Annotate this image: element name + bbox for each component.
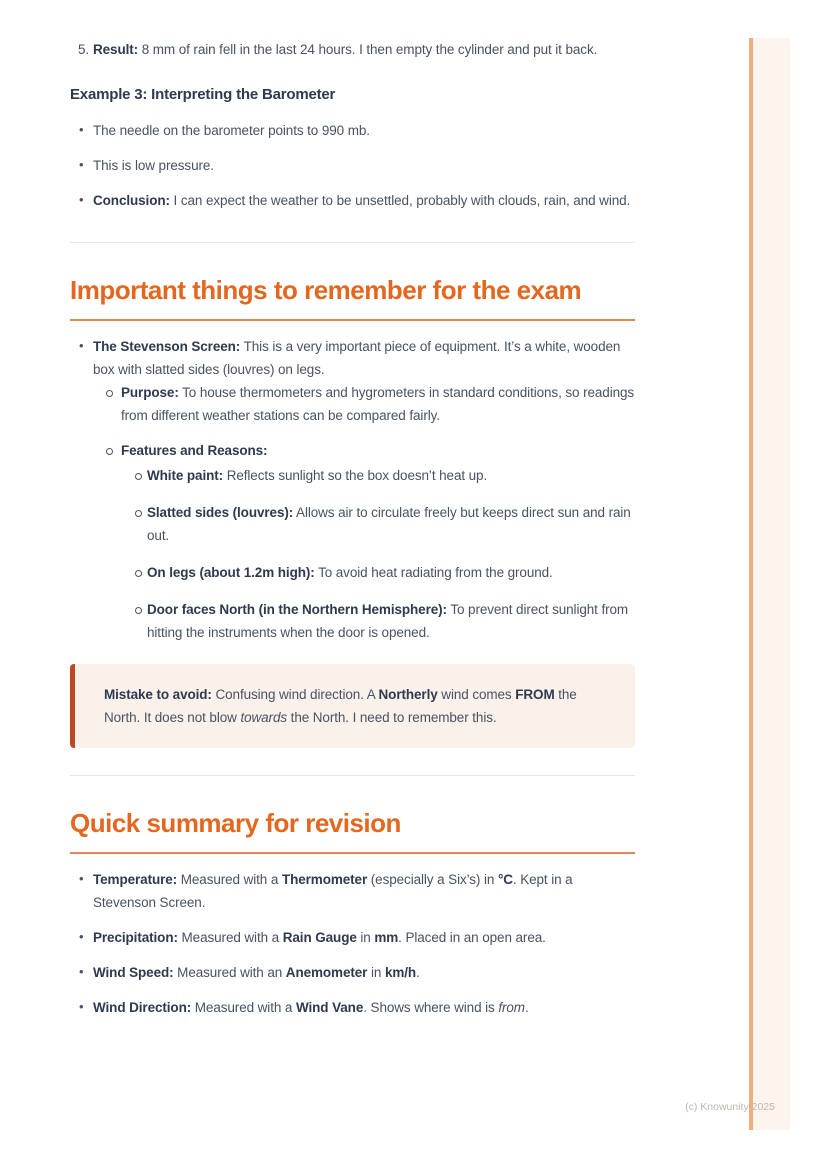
list-item-text: • Conclusion: I can expect the weather to be unsettled, probably with clouds, rain, and wind. — [93, 193, 631, 208]
list-item-wind-direction — [70, 996, 635, 1019]
list-item-on-legs — [121, 561, 635, 584]
document-content — [70, 38, 635, 1031]
page-edge-stripe — [749, 38, 790, 1130]
list-item-low-pressure — [70, 154, 635, 177]
list-item-needle — [70, 119, 635, 142]
list-item-purpose — [93, 381, 635, 427]
list-item-text: • This is low pressure. — [93, 158, 214, 173]
list-item-text: White paint: Reflects sunlight so the box doesn’t heat up. — [147, 468, 488, 483]
barometer-list — [70, 119, 635, 212]
callout-text: Mistake to avoid: Confusing wind direction. A Northerly wind comes FROM the North. It does not blow towards the North. I need to remember this. — [104, 687, 577, 725]
example-3-heading: Example 3: Interpreting the Barometer — [70, 86, 336, 103]
list-item-text: On legs (about 1.2m high): To avoid heat radiating from the ground. — [147, 565, 553, 580]
list-item-number: 5. — [77, 42, 89, 57]
list-item-temperature — [70, 868, 635, 914]
list-item-slatted-sides — [121, 501, 635, 547]
list-item-wind-speed — [70, 961, 635, 984]
section-title-important-things: Important things to remember for the exam — [70, 273, 635, 321]
important-things-list — [70, 335, 635, 644]
list-item-text: • Temperature: Measured with a Thermometer (especially a Six’s) in °C. Kept in a Stevenson Screen. — [93, 872, 573, 910]
features-sublist — [121, 464, 635, 644]
list-item-features-and-reasons — [93, 439, 635, 644]
numbered-list-item-5 — [70, 38, 635, 61]
section-important-things — [70, 273, 635, 748]
list-item-door-faces-north — [121, 598, 635, 644]
section-title-quick-summary: Quick summary for revision — [70, 806, 635, 854]
divider — [70, 242, 635, 243]
list-item-text: • Wind Direction: Measured with a Wind Vane. Shows where wind is from. — [93, 1000, 529, 1015]
quick-summary-list — [70, 868, 635, 1019]
section-quick-summary — [70, 806, 635, 1019]
copyright-footer: (c) Knowunity 2025 — [685, 1101, 775, 1113]
list-item-text: Slatted sides (louvres): Allows air to circulate freely but keeps direct sun and rain out. — [147, 505, 631, 543]
divider — [70, 775, 635, 776]
list-item-text: • Precipitation: Measured with a Rain Gauge in mm. Placed in an open area. — [93, 930, 546, 945]
list-item-text: • The Stevenson Screen: This is a very important piece of equipment. It’s a white, wooden box with slatted sides (louvres) on legs. — [93, 339, 621, 377]
list-item-stevenson-screen — [70, 335, 635, 644]
stevenson-sublist — [93, 381, 635, 644]
result-text: Result: 8 mm of rain fell in the last 24 hours. I then empty the cylinder and put it back. — [93, 42, 598, 57]
mistake-callout — [70, 664, 635, 748]
list-item-text: Features and Reasons: — [121, 443, 268, 458]
list-item-text: Door faces North (in the Northern Hemisphere): To prevent direct sunlight from hitting the instruments when the door is opened. — [147, 602, 629, 640]
list-item-white-paint — [121, 464, 635, 487]
list-item-precipitation — [70, 926, 635, 949]
list-item-conclusion — [70, 189, 635, 212]
list-item-text: Purpose: To house thermometers and hygrometers in standard conditions, so readings from different weather stations can be compared fairly. — [121, 385, 635, 423]
list-item-text: • The needle on the barometer points to 990 mb. — [93, 123, 370, 138]
list-item-text: • Wind Speed: Measured with an Anemometer in km/h. — [93, 965, 420, 980]
